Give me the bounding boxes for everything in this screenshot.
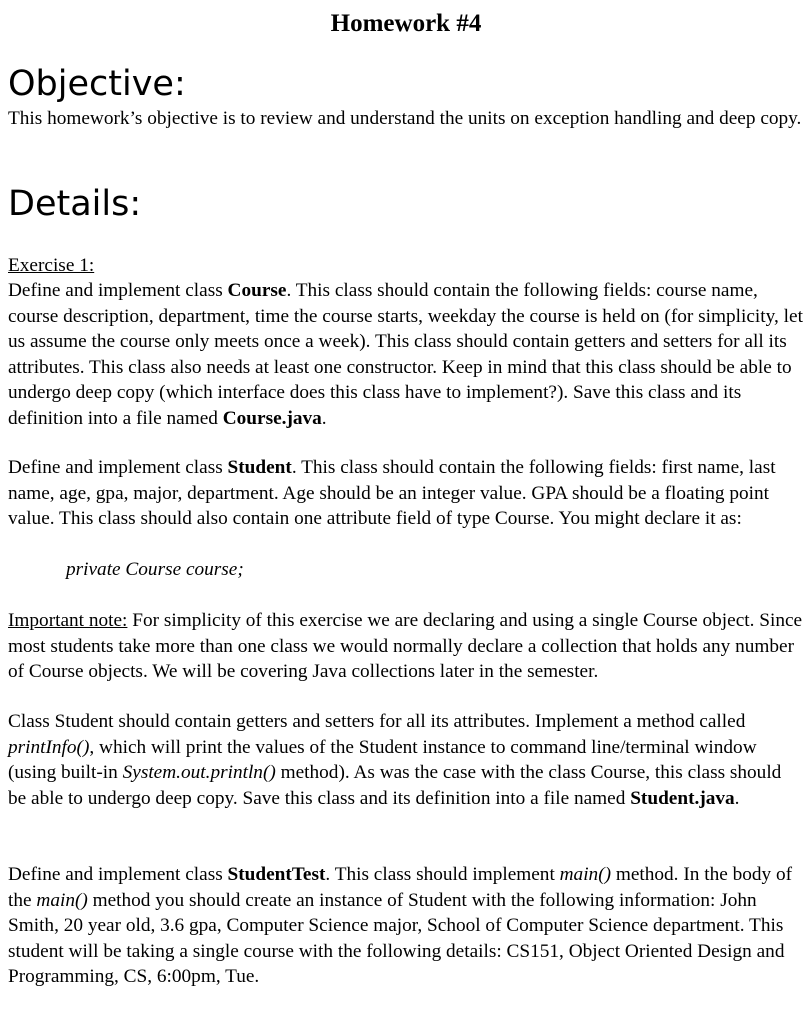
code-declaration: private Course course; xyxy=(66,559,244,580)
objective-text: This homework’s objective is to review and understand the units on exception handling and deep copy. xyxy=(8,108,802,129)
test-text-3: method. In the body of the xyxy=(8,864,793,911)
methods-text-4: . xyxy=(734,787,740,809)
exercise-label-text: Exercise 1: xyxy=(8,255,95,276)
course-class-name: Course xyxy=(227,280,287,301)
student-methods-paragraph xyxy=(8,709,804,811)
student-class-name: Student xyxy=(227,457,292,478)
println-method: System.out.println() xyxy=(122,762,276,783)
important-note-label: Important note: xyxy=(8,610,128,631)
important-note-text: For simplicity of this exercise we are declaring and using a single Course object. Since most students take more than one class we would normally declare a collection that holds any number of Course objects. We will be covering Java collections later in the semester. xyxy=(8,610,803,682)
student-file-name: Student.java xyxy=(630,787,735,809)
test-text-1: Define and implement class xyxy=(8,864,228,885)
main-method-2: main() xyxy=(36,889,88,911)
course-paragraph xyxy=(8,278,804,431)
course-text-2: . This class should contain the following fields: course name, course description, department, time the course starts, weekday the course is held on (for simplicity, let us assume the course only meets once a week). This class should contain getters and setters for all its attributes. This class also needs at least one constructor. Keep in mind that this class should be able to undergo deep copy (which interface does this class have to implement?). Save this class and its definition into a file named xyxy=(8,280,803,429)
course-text-1: Define and implement class xyxy=(8,280,228,301)
document-title: Homework #4 xyxy=(330,10,482,37)
studenttest-class-name: StudentTest xyxy=(227,864,326,885)
student-paragraph xyxy=(8,455,804,532)
student-test-paragraph xyxy=(8,862,804,990)
course-file-name: Course.java xyxy=(222,407,322,429)
test-text-2: . This class should implement xyxy=(325,864,560,885)
student-text-1: Define and implement class xyxy=(8,457,228,478)
methods-text-1: Class Student should contain getters and setters for all its attributes. Implement a method called xyxy=(8,711,746,732)
methods-text-3: method). As was the case with the class Course, this class should be able to undergo deep copy. Save this class and its definition into a file named xyxy=(8,762,782,809)
important-note-paragraph xyxy=(8,608,804,685)
test-text-4: method you should create an instance of Student with the following information: John Smith, 20 year old, 3.6 gpa, Computer Science major, School of Computer Science department. This student will be taking a single course with the following details: CS151, Object Oriented Design and Programming, CS, 6:00pm, Tue. xyxy=(8,889,785,987)
methods-text-2: , which will print the values of the Student instance to command line/terminal window (using built-in xyxy=(8,736,757,783)
course-text-3: . xyxy=(321,407,327,429)
exercise-label xyxy=(8,253,804,279)
student-text-2: . This class should contain the following fields: first name, last name, age, gpa, major, department. Age should be an integer value. GPA should be a floating point value. This class should also contain one attribute field of type Course. You might declare it as: xyxy=(8,457,776,529)
details-heading: Details: xyxy=(8,184,142,224)
objective-heading: Objective: xyxy=(8,64,186,104)
main-method-1: main() xyxy=(559,864,612,885)
printinfo-method: printInfo() xyxy=(8,736,90,758)
